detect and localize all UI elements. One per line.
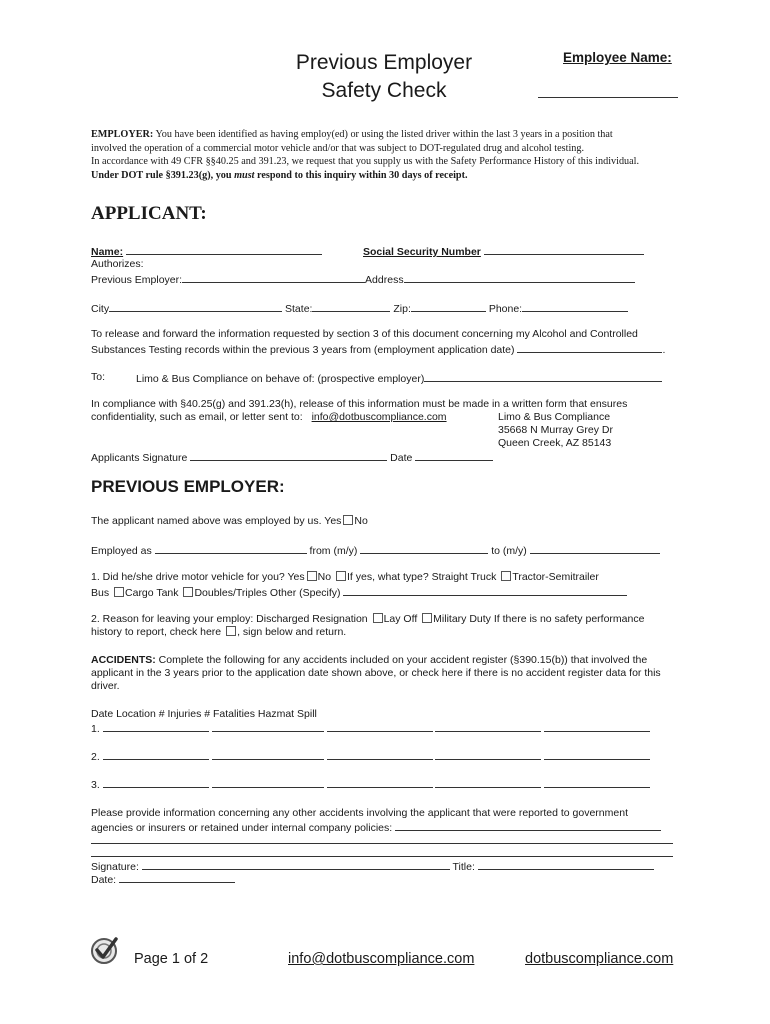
employer-signature-label: Signature: (91, 861, 139, 873)
applicant-date-label: Date (390, 452, 413, 464)
accident-location-field[interactable] (212, 749, 324, 760)
applicant-signature-field[interactable] (190, 450, 387, 461)
city-label: City (91, 303, 110, 315)
state-label: State: (285, 303, 313, 315)
to-field[interactable] (530, 543, 660, 554)
previous-employer-heading: PREVIOUS EMPLOYER: (91, 477, 285, 496)
address-field[interactable] (404, 272, 635, 283)
employed-question: The applicant named above was employed by us. Yes (91, 515, 342, 527)
accident-location-field[interactable] (212, 721, 324, 732)
q2-military-checkbox[interactable] (422, 613, 432, 623)
q1-no-label: No (317, 571, 332, 583)
employed-no-checkbox[interactable] (343, 515, 353, 525)
phone-label: Phone: (488, 303, 523, 315)
q1-specify-field[interactable] (343, 585, 627, 596)
footer-website-link[interactable]: dotbuscompliance.com (525, 951, 674, 967)
previous-employer-label: Previous Employer: (91, 274, 183, 286)
other-accidents-line-2: agencies or insurers or retained under internal company policies: (91, 822, 393, 834)
applicant-signature-label: Applicants Signature (91, 452, 188, 464)
employer-signature-field[interactable] (142, 859, 450, 870)
q2-sign-text: , sign below and return. (237, 626, 347, 638)
previous-employer-field[interactable] (182, 272, 365, 283)
name-label: Name: (91, 246, 124, 258)
q1-cargo-label: Cargo Tank (125, 587, 179, 599)
q2-history-text: history to report, check here (91, 626, 222, 638)
accident-fatalities-field[interactable] (435, 777, 541, 788)
document-title-line2: Safety Check (321, 79, 447, 102)
release-line-2: Substances Testing records within the previous 3 years from (employment application date) (91, 344, 515, 356)
q1-doubles-checkbox[interactable] (183, 587, 193, 597)
accident-hazmat-field[interactable] (544, 777, 650, 788)
intro-line-1: You have been identified as having employ(ed) or using the listed driver within the last 3 years in a position that (155, 129, 613, 140)
employee-name-label: Employee Name: (563, 50, 672, 65)
city-field[interactable] (109, 301, 282, 312)
accident-injuries-field[interactable] (327, 749, 433, 760)
page-number: Page 1 of 2 (134, 951, 209, 967)
accident-table-header: Date Location # Injuries # Fatalities Hazmat Spill (91, 708, 317, 720)
intro-paragraph (91, 128, 639, 182)
phone-field[interactable] (522, 301, 628, 312)
accident-hazmat-field[interactable] (544, 749, 650, 760)
address-label: Address (365, 274, 404, 286)
zip-label: Zip: (393, 303, 411, 315)
document-title-line1: Previous Employer (295, 51, 473, 74)
q1-tractor-label: Tractor-Semitrailer (512, 571, 599, 583)
intro-line-3: In accordance with 49 CFR §§40.25 and 391.23, we request that you supply us with the Safety Performance History of this individual. (91, 156, 640, 167)
q1-straight-truck-checkbox[interactable] (336, 571, 346, 581)
intro-line-4a: Under DOT rule §391.23(g), you (91, 169, 235, 181)
q2-layoff-label: Lay Off (383, 613, 418, 625)
to-text: Limo & Bus Compliance on behave of: (prospective employer) (136, 373, 425, 385)
accidents-line-3: driver. (91, 680, 120, 692)
footer-email-link[interactable]: info@dotbuscompliance.com (288, 951, 475, 967)
accidents-label: ACCIDENTS: (91, 654, 156, 666)
authorizes-label: Authorizes: (91, 258, 144, 270)
q1-tractor-checkbox[interactable] (501, 571, 511, 581)
q1-text: 1. Did he/she drive motor vehicle for you? Yes (91, 571, 305, 583)
employed-no-label: No (354, 515, 368, 527)
q1-cargo-checkbox[interactable] (114, 587, 124, 597)
accident-fatalities-field[interactable] (435, 721, 541, 732)
company-logo (88, 934, 120, 966)
employed-as-field[interactable] (155, 543, 307, 554)
q1-no-checkbox[interactable] (307, 571, 317, 581)
intro-must: must (234, 169, 255, 181)
application-date-field[interactable] (517, 342, 662, 353)
other-accidents-field[interactable] (395, 820, 661, 831)
q1-bus-label: Bus (91, 587, 110, 599)
ssn-field[interactable] (484, 244, 644, 255)
name-field[interactable] (126, 244, 322, 255)
employer-label: EMPLOYER: (91, 129, 154, 140)
accident-row-number: 2. (91, 751, 100, 763)
other-accidents-line-1: Please provide information concerning any other accidents involving the applicant that were reported to government (91, 807, 628, 819)
employer-title-label: Title: (452, 861, 475, 873)
accident-date-field[interactable] (103, 721, 209, 732)
q1-if-label: If yes, what type? Straight Truck (346, 571, 497, 583)
employer-date-label: Date: (91, 874, 117, 886)
employer-date-field[interactable] (119, 872, 235, 883)
compliance-line-1: In compliance with §40.25(g) and 391.23(h), release of this information must be made in a written form that ensures (91, 398, 628, 410)
ssn-label: Social Security Number (363, 246, 481, 258)
accident-location-field[interactable] (212, 777, 324, 788)
employee-name-field[interactable] (538, 97, 678, 98)
q2-military-label: Military Duty If there is no safety performance (433, 613, 645, 625)
accidents-line-1: Complete the following for any accidents included on your accident register (§390.15(b)) that involved the (155, 654, 648, 666)
prospective-employer-field[interactable] (424, 371, 662, 382)
from-field[interactable] (360, 543, 488, 554)
applicant-heading: APPLICANT: (91, 203, 207, 224)
accident-row (91, 721, 650, 736)
compliance-line-2: confidentiality, such as email, or letter sent to: (91, 411, 303, 423)
compliance-email-link[interactable]: info@dotbuscompliance.com (311, 411, 447, 423)
q1-doubles-label: Doubles/Triples Other (Specify) (194, 587, 341, 599)
accident-hazmat-field[interactable] (544, 721, 650, 732)
zip-field[interactable] (411, 301, 486, 312)
compliance-address-2: 35668 N Murray Grey Dr (498, 424, 613, 436)
intro-line-2: involved the operation of a commercial motor vehicle and/or that was subject to DOT-regulated drug and alcohol testing. (91, 142, 585, 154)
employer-title-field[interactable] (478, 859, 654, 870)
accident-row-number: 1. (91, 723, 100, 735)
accident-date-field[interactable] (103, 777, 209, 788)
from-label: from (m/y) (309, 545, 358, 557)
other-accidents-line-extra[interactable] (91, 843, 673, 844)
accident-row (91, 749, 650, 764)
to-label: To: (91, 371, 106, 383)
accident-injuries-field[interactable] (327, 777, 433, 788)
to-my-label: to (m/y) (491, 545, 527, 557)
release-line-1: To release and forward the information requested by section 3 of this document concerning my Alcohol and Controlled (91, 328, 638, 340)
accident-row (91, 777, 650, 792)
q2-no-history-checkbox[interactable] (226, 626, 236, 636)
accidents-line-2: applicant in the 3 years prior to the application date shown above, or check here if there is no accident register data for this (91, 667, 661, 679)
state-field[interactable] (312, 301, 390, 312)
accident-date-field[interactable] (103, 749, 209, 760)
intro-line-4b: respond to this inquiry within 30 days of receipt. (254, 169, 468, 181)
q2-text: 2. Reason for leaving your employ: Discharged Resignation (91, 613, 368, 625)
applicant-date-field[interactable] (415, 450, 493, 461)
accident-fatalities-field[interactable] (435, 749, 541, 760)
compliance-address-1: Limo & Bus Compliance (498, 411, 611, 423)
accident-injuries-field[interactable] (327, 721, 433, 732)
other-accidents-line-extra[interactable] (91, 856, 673, 857)
accident-row-number: 3. (91, 779, 100, 791)
employed-as-label: Employed as (91, 545, 152, 557)
q2-layoff-checkbox[interactable] (373, 613, 383, 623)
compliance-address-3: Queen Creek, AZ 85143 (498, 437, 612, 449)
